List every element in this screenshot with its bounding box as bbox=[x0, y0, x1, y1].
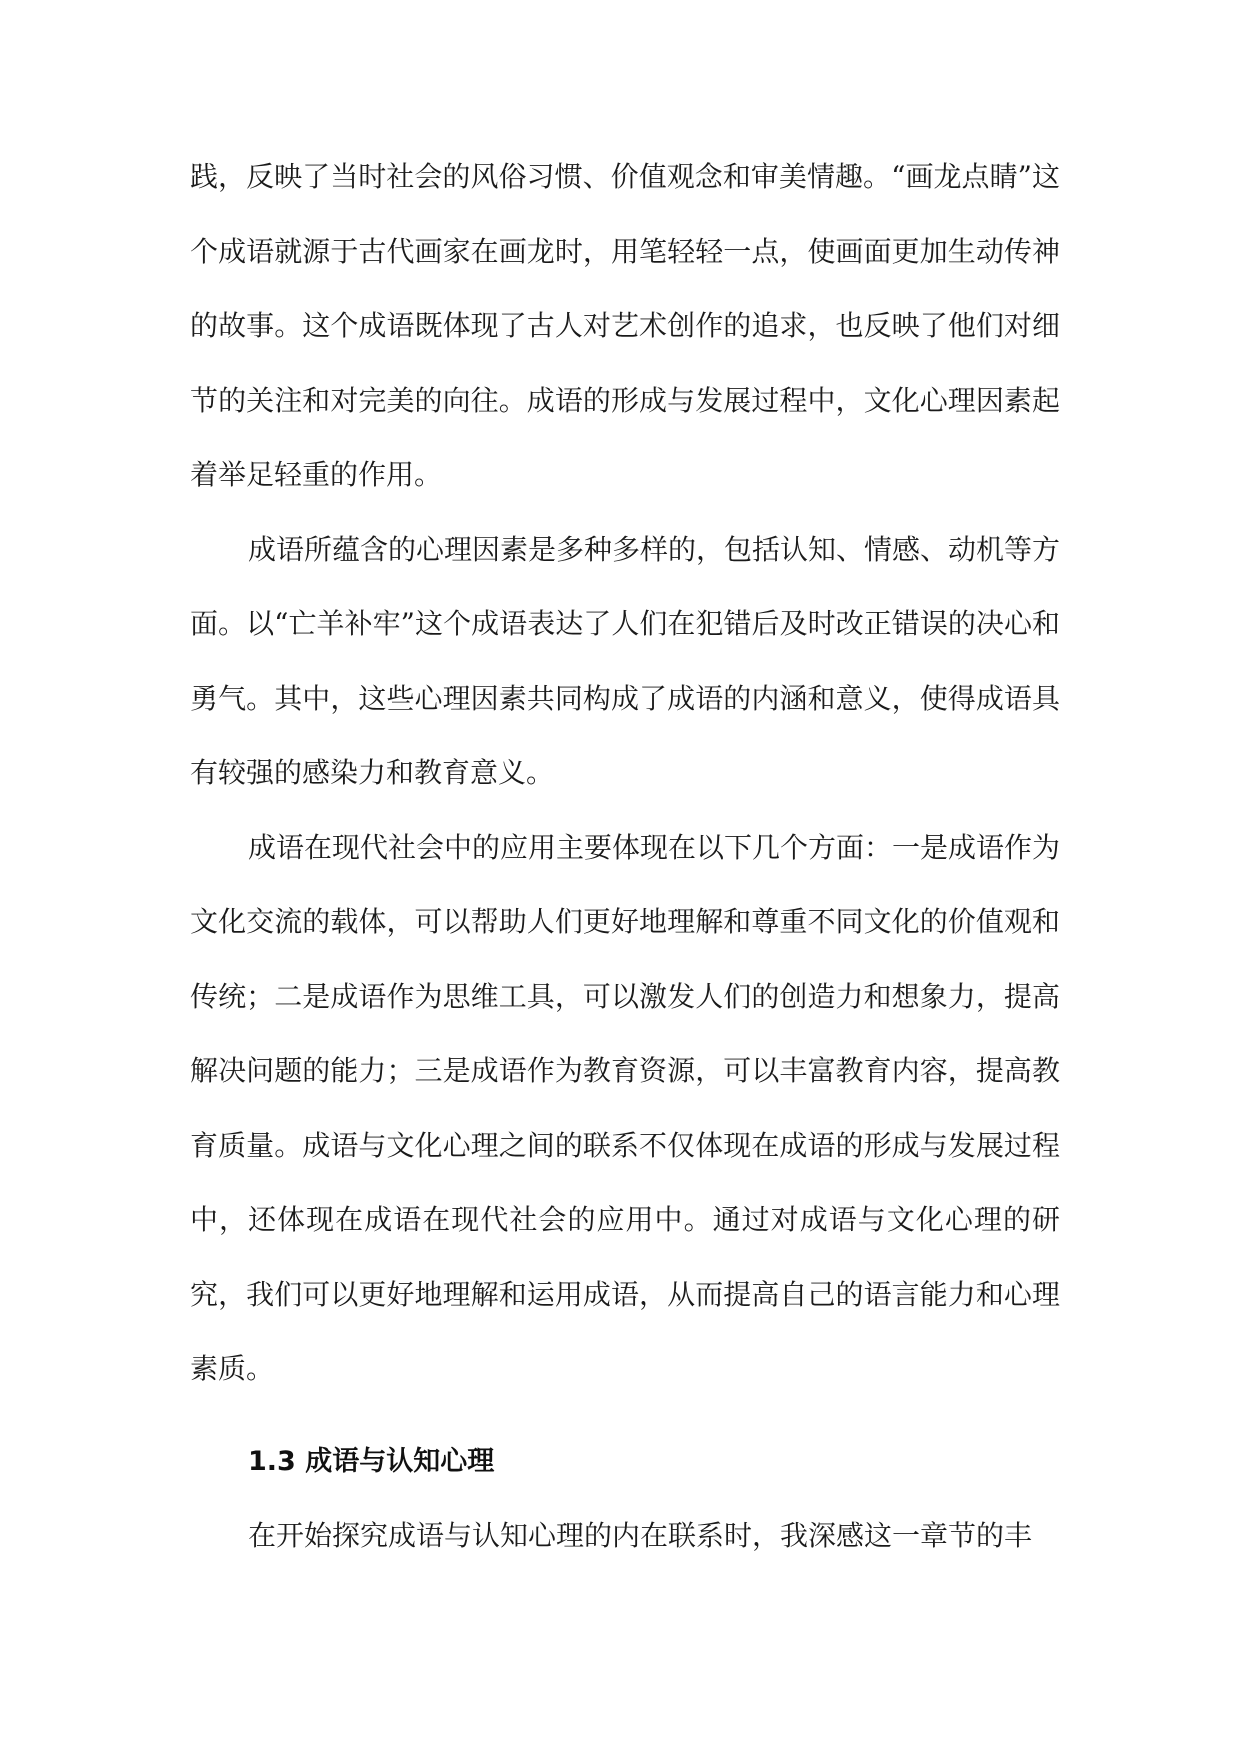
section-spacer bbox=[190, 1407, 1060, 1425]
paragraph-modern-application: 成语在现代社会中的应用主要体现在以下几个方面：一是成语作为文化交流的载体，可以帮助人们更好地理解和尊重不同文化的价值观和传统；二是成语作为思维工具，可以激发人们的创造力和想象力，提高解决问题的能力；三是成语作为教育资源，可以丰富教育内容，提高教育质量。成语与文化心理之间的联系不仅体现在成语的形成与发展过程中，还体现在成语在现代社会的应用中。通过对成语与文化心理的研究，我们可以更好地理解和运用成语，从而提高自己的语言能力和心理素质。 bbox=[190, 830, 1061, 1385]
paragraph-continuation: 践，反映了当时社会的风俗习惯、价值观念和审美情趣。“画龙点睛”这个成语就源于古代画家在画龙时，用笔轻轻一点，使画面更加生动传神的故事。这个成语既体现了古人对艺术创作的追求，也反映了他们对细节的关注和对完美的向往。成语的形成与发展过程中，文化心理因素起着举足轻重的作用。 bbox=[190, 160, 1060, 491]
paragraph-psychological-factors: 成语所蕴含的心理因素是多种多样的，包括认知、情感、动机等方面。以“亡羊补牢”这个成语表达了人们在犯错后及时改正错误的决心和勇气。其中，这些心理因素共同构成了成语的内涵和意义，使得成语具有较强的感染力和教育意义。 bbox=[190, 532, 1061, 789]
section-heading: 1.3 成语与认知心理 bbox=[248, 1445, 495, 1477]
paragraph-section-intro: 在开始探究成语与认知心理的内在联系时，我深感这一章节的丰 bbox=[248, 1519, 1033, 1552]
document-body bbox=[190, 140, 1060, 1574]
